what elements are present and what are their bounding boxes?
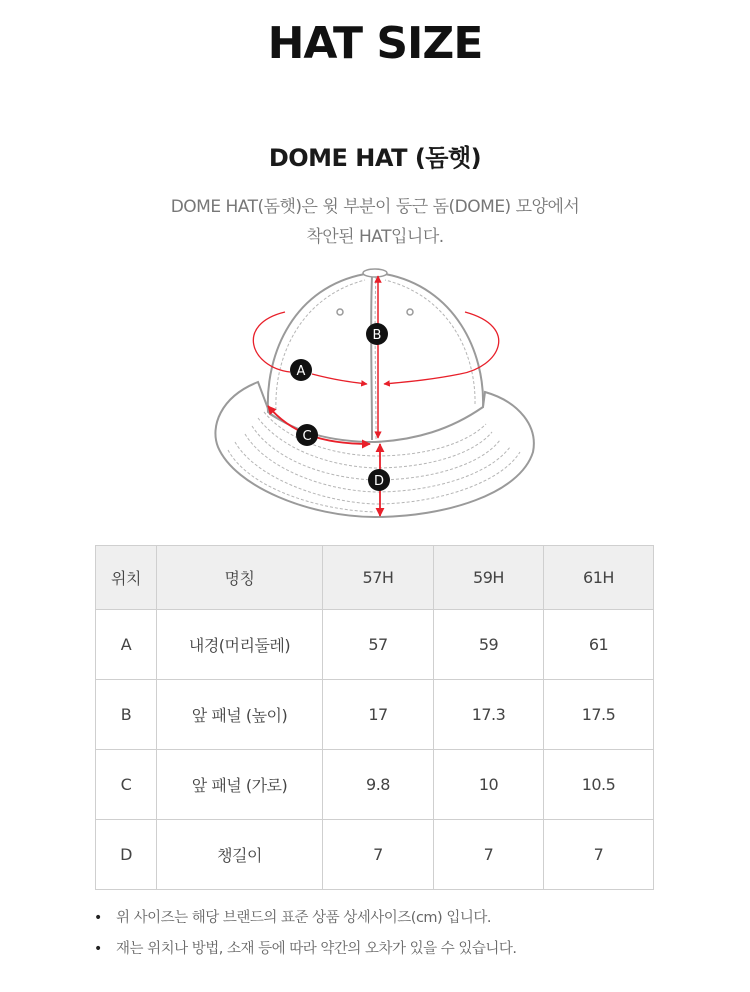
description-line-2: 착안된 HAT입니다. <box>306 227 444 247</box>
description-line-1: DOME HAT(돔햇)은 윗 부분이 둥근 돔(DOME) 모양에서 <box>170 197 580 217</box>
product-type-heading: DOME HAT (돔햇) <box>268 144 482 172</box>
note-text: 재는 위치나 방법, 소재 등에 따라 약간의 오차가 있을 수 있습니다. <box>116 941 517 957</box>
note-item <box>94 937 517 968</box>
table-row <box>96 750 654 820</box>
cell-position: D <box>96 820 157 890</box>
page-title: HAT SIZE <box>267 18 483 69</box>
cell-name: 챙길이 <box>157 820 323 890</box>
cell-value: 7 <box>544 820 654 890</box>
bullet-icon: • <box>94 941 102 957</box>
hat-measurement-diagram <box>200 262 550 530</box>
cell-value: 17.3 <box>434 680 544 750</box>
cell-value: 9.8 <box>323 750 434 820</box>
table-header-row <box>96 546 654 610</box>
svg-text:B: B <box>372 328 382 343</box>
header-size-57h: 57H <box>323 546 434 610</box>
size-table <box>95 545 654 890</box>
header-position: 위치 <box>96 546 157 610</box>
cell-name: 앞 패널 (높이) <box>157 680 323 750</box>
cell-value: 7 <box>434 820 544 890</box>
cell-position: B <box>96 680 157 750</box>
cell-name: 내경(머리둘레) <box>157 610 323 680</box>
cell-value: 57 <box>323 610 434 680</box>
header-size-61h: 61H <box>544 546 654 610</box>
bullet-icon: • <box>94 910 102 926</box>
note-item <box>94 906 517 937</box>
label-a-marker <box>290 359 312 381</box>
table-row <box>96 610 654 680</box>
svg-text:A: A <box>296 364 306 379</box>
cell-value: 7 <box>323 820 434 890</box>
svg-text:D: D <box>373 474 385 489</box>
hat-crown <box>268 269 483 442</box>
label-b-marker <box>366 323 388 345</box>
table-row <box>96 820 654 890</box>
cell-position: A <box>96 610 157 680</box>
cell-value: 17 <box>323 680 434 750</box>
svg-text:C: C <box>302 429 312 444</box>
size-notes <box>94 906 517 968</box>
product-description <box>0 192 750 252</box>
cell-value: 10 <box>434 750 544 820</box>
cell-value: 17.5 <box>544 680 654 750</box>
cell-value: 61 <box>544 610 654 680</box>
cell-position: C <box>96 750 157 820</box>
note-text: 위 사이즈는 해당 브랜드의 표준 상품 상세사이즈(cm) 입니다. <box>116 910 491 926</box>
label-d-marker <box>368 469 390 491</box>
label-c-marker <box>296 424 318 446</box>
header-size-59h: 59H <box>434 546 544 610</box>
cell-name: 앞 패널 (가로) <box>157 750 323 820</box>
cell-value: 10.5 <box>544 750 654 820</box>
cell-value: 59 <box>434 610 544 680</box>
table-row <box>96 680 654 750</box>
header-name: 명칭 <box>157 546 323 610</box>
